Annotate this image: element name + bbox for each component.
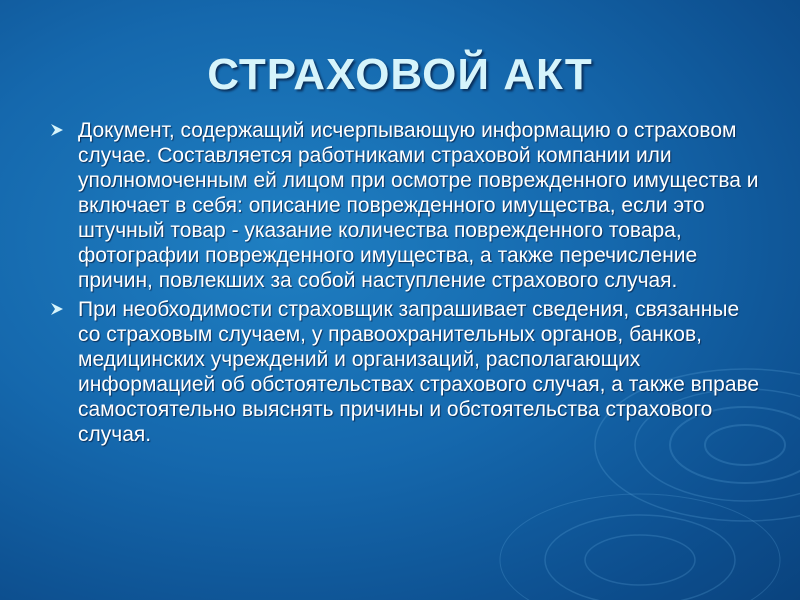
bullet-list — [50, 118, 760, 451]
bullet-text: При необходимости страховщик запрашивает сведения, связанные со страховым случаем, у правоохранительных органов, банков, медицинских учреждений и организаций, располагающих информацией об обстоятельствах страхового случая, а также вправе самостоятельно выяснять причины и обстоятельства страхового случая. — [78, 298, 760, 446]
bullet-item-document — [50, 118, 760, 293]
bullet-item-request — [50, 297, 760, 447]
slide-title: СТРАХОВОЙ АКТ — [207, 50, 593, 99]
bullet-text: Документ, содержащий исчерпывающую информацию о страховом случае. Составляется работниками страховой компании или уполномоченным ей лицом при осмотре поврежденного имущества и включает в себя: описание поврежденного имущества, если это штучный товар - указание количества поврежденного товара, фотографии поврежденного имущества, а также перечисление причин, повлекших за собой наступление страхового случая. — [78, 119, 759, 292]
arrow-bullet-icon — [50, 123, 64, 137]
arrow-bullet-icon — [50, 302, 64, 316]
